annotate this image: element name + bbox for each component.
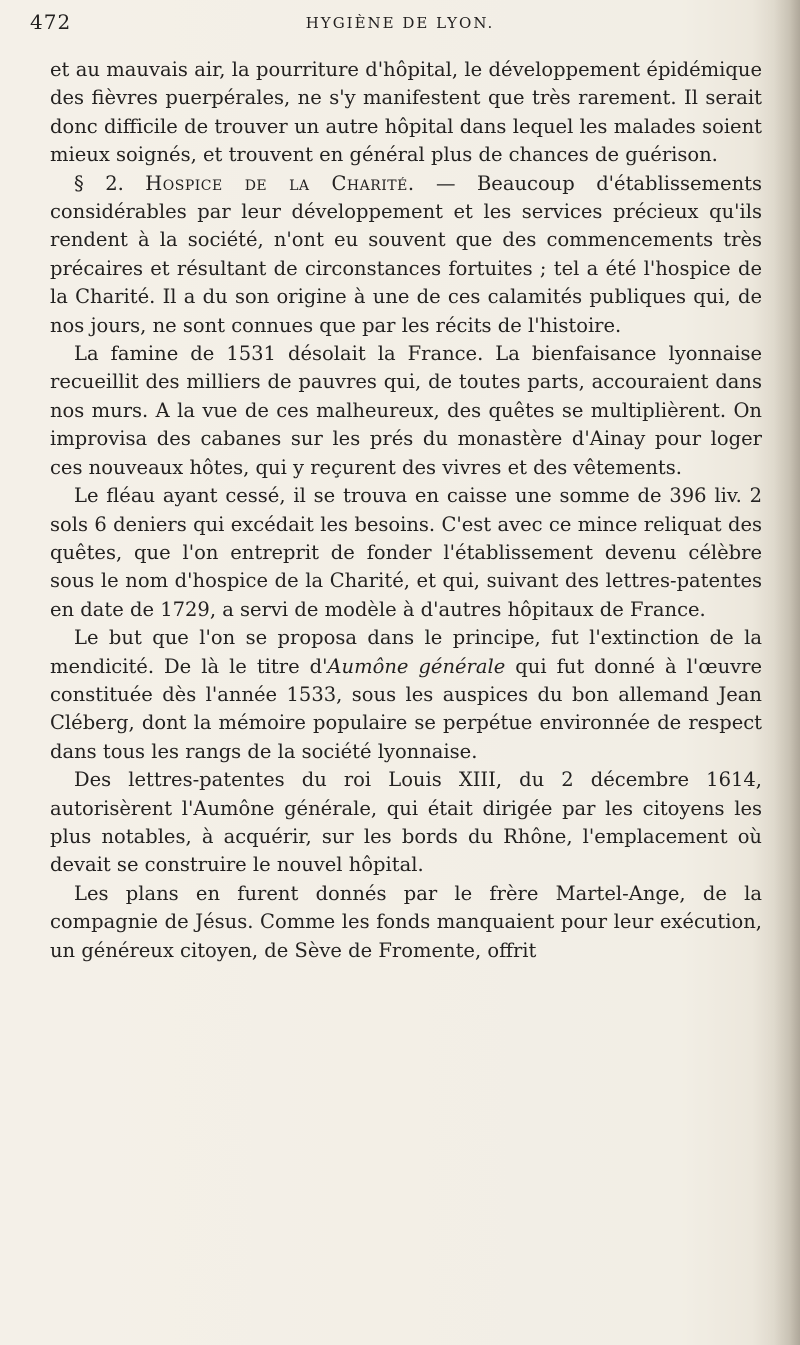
paragraph-5-text-after: qui fut donné à l'œuvre constituée dès l'année 1533, sous les auspices du bon allemand Jean Cléberg, dont la mémoire populaire se perpétue environnée de respect dans tous les rangs de la société lyonnaise. <box>50 654 762 763</box>
paragraph-2-text: — Beaucoup d'établissements considérables par leur développement et les services précieux qu'ils rendent à la société, n'ont eu souvent que des commencements très précaires et résultant de circonstances fortuites ; tel a été l'hospice de la Charité. Il a du son origine à une de ces calamités publiques qui, de nos jours, ne sont connues que par les récits de l'histoire. <box>50 171 762 337</box>
paragraph-5 <box>50 624 762 766</box>
aumone-generale-italic: Aumône générale <box>327 654 506 678</box>
paragraph-6-text: Des lettres-patentes du roi Louis XIII, du 2 décembre 1614, autorisèrent l'Aumône générale, qui était dirigée par les citoyens les plus notables, à acquérir, sur les bords du Rhône, l'emplacement où devait se construire le nouvel hôpital. <box>50 768 762 877</box>
body-text <box>50 56 762 965</box>
paragraph-2-section-heading <box>50 170 762 340</box>
paragraph-7 <box>50 880 762 965</box>
paragraph-6 <box>50 766 762 880</box>
paragraph-1-text: et au mauvais air, la pourriture d'hôpital, le développement épidémique des fièvres puerpérales, ne s'y manifestent que très rarement. Il serait donc difficile de trouver un autre hôpital dans lequel les malades soient mieux soignés, et trouvent en général plus de chances de guérison. <box>50 58 762 167</box>
page-edge-shadow <box>774 0 800 1345</box>
paragraph-5-text-before: Le but que l'on se proposa dans le principe, fut l'extinction de la mendicité. De là le titre d' <box>50 626 762 678</box>
paragraph-3 <box>50 340 762 482</box>
running-title: HYGIÈNE DE LYON. <box>305 14 495 32</box>
paragraph-4-text: Le fléau ayant cessé, il se trouva en caisse une somme de 396 liv. 2 sols 6 deniers qui excédait les besoins. C'est avec ce mince reliquat des quêtes, que l'on entreprit de fonder l'établissement devenu célèbre sous le nom d'hospice de la Charité, et qui, suivant des lettres-patentes en date de 1729, a servi de modèle à d'autres hôpitaux de France. <box>50 484 762 621</box>
paragraph-7-text: Les plans en furent donnés par le frère Martel-Ange, de la compagnie de Jésus. Comme les fonds manquaient pour leur exécution, un généreux citoyen, de Sève de Fromente, offrit <box>50 881 762 962</box>
paragraph-4 <box>50 482 762 624</box>
paragraph-1 <box>50 56 762 170</box>
section-number: § 2. <box>74 171 146 195</box>
section-title: Hospice de la Charité. <box>145 171 415 195</box>
paragraph-3-text: La famine de 1531 désolait la France. La bienfaisance lyonnaise recueillit des milliers de pauvres qui, de toutes parts, accouraient dans nos murs. A la vue de ces malheureux, des quêtes se multiplièrent. On improvisa des cabanes sur les prés du monastère d'Ainay pour loger ces nouveaux hôtes, qui y reçurent des vivres et des vêtements. <box>50 342 762 479</box>
page-header <box>30 10 770 38</box>
page-number: 472 <box>30 10 72 34</box>
